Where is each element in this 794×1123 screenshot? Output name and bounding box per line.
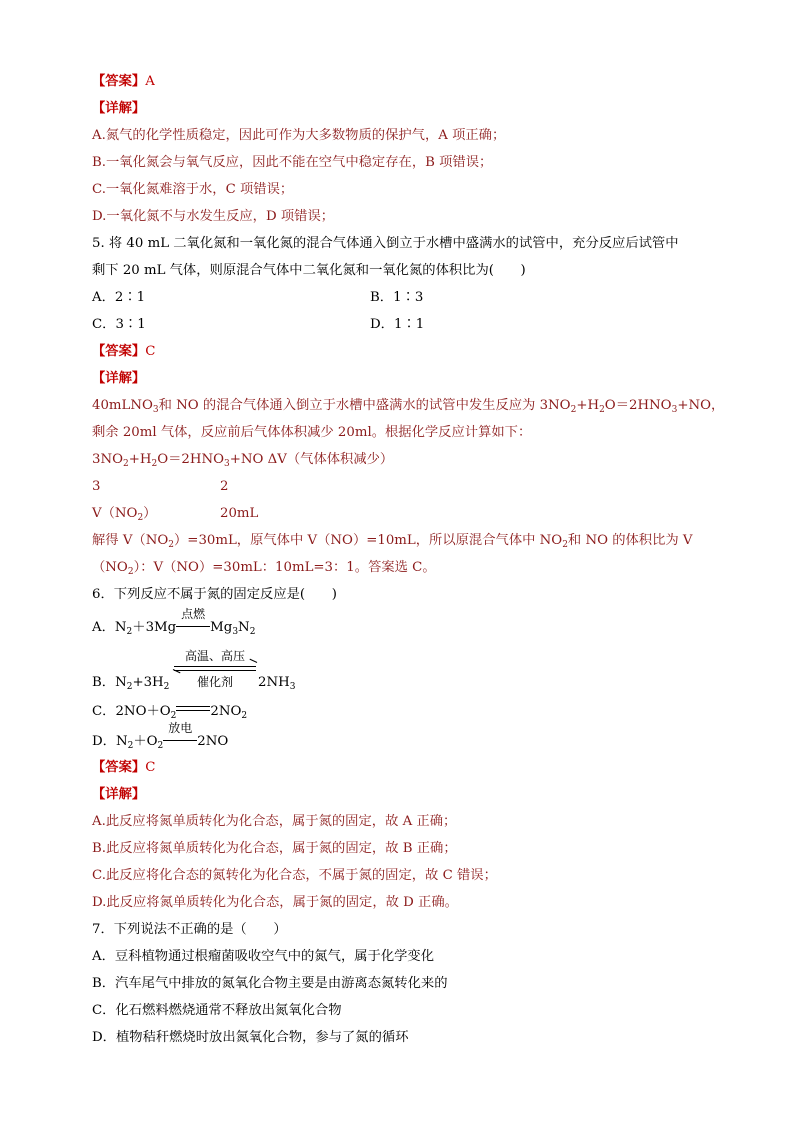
- calc-row: $V(NO_2)$ 20mL: [92, 506, 259, 523]
- explain-line: D.此反应将氮单质转化为化合态，属于氮的固定，故 D 正确。: [92, 895, 458, 910]
- option-a: A．2∶1: [92, 290, 146, 305]
- answer-label: 【答案】C: [92, 760, 156, 775]
- explain-line: A.氮气的化学性质稳定，因此可作为大多数物质的保护气，A 项正确；: [92, 128, 506, 143]
- condition-label: 高温、高压: [184, 649, 245, 663]
- explain-line: C.一氧化氮难溶于水，C 项错误；: [92, 182, 294, 197]
- detail-label: 【详解】: [92, 101, 146, 116]
- solve-line: 解得 $V(NO_2)=30mL$，原气体中 V（NO）=10mL，所以原混合气体中 $NO_2$和 NO 的体积比为 V: [92, 533, 693, 550]
- option-c: C．$2NO+O_2$ $2NO_2$: [92, 704, 248, 721]
- option-row: [92, 289, 712, 307]
- explain-line: B.此反应将氮单质转化为化合态，属于氮的固定，故 B 正确；: [92, 841, 457, 856]
- answer-label: 【答案】C: [92, 344, 156, 359]
- option-row: [92, 316, 712, 334]
- option-d: D．植物秸秆燃烧时放出氮氧化合物，参与了氮的循环: [92, 1030, 409, 1045]
- detail-label: 【详解】: [92, 371, 146, 386]
- option-d: D．$N_2+O_2$ 放电 2NO: [92, 721, 229, 751]
- explain-line: 40mLNO$_3$和 NO 的混合气体通入倒立于水槽中盛满水的试管中发生反应为 $3NO_2+H_2O=2HNO_3+NO$，: [92, 398, 725, 415]
- explain-line: 剩余 20ml 气体，反应前后气体体积减少 20ml。根据化学反应计算如下：: [92, 425, 532, 440]
- option-c: C．化石燃料燃烧通常不释放出氮氧化合物: [92, 1003, 342, 1018]
- explain-line: A.此反应将氮单质转化为化合态，属于氮的固定，故 A 正确；: [92, 814, 457, 829]
- answer-value: C: [145, 760, 156, 775]
- option-a: A．$N_2+3Mg$ 点燃 $Mg_3N_2$: [92, 607, 256, 637]
- question-stem: 剩下 20 mL 气体，则原混合气体中二氧化氮和一氧化氮的体积比为( ): [92, 263, 526, 278]
- explain-line: C.此反应将化合态的氮转化为化合态，不属于氮的固定，故 C 错误；: [92, 868, 497, 883]
- solve-line: $(NO_2)$：V（NO）=30mL：10mL=3：1。答案选 C。: [92, 560, 436, 577]
- explain-line: D.一氧化氮不与水发生反应，D 项错误；: [92, 209, 335, 224]
- option-b: B．$N_2+3H_2$ $2NH_3$: [92, 675, 296, 692]
- answer-value: A: [145, 74, 155, 89]
- question-stem: 6．下列反应不属于氮的固定反应是( ): [92, 587, 337, 602]
- detail-label: 【详解】: [92, 787, 146, 802]
- option-b: B．1∶3: [370, 290, 424, 305]
- condition-label: 催化剂: [196, 675, 233, 689]
- explain-line: B.一氧化氮会与氧气反应，因此不能在空气中稳定存在，B 项错误；: [92, 155, 493, 170]
- calc-row: 3 2: [92, 479, 229, 494]
- answer-label: 【答案】A: [92, 74, 155, 89]
- question-stem: 7．下列说法不正确的是（ ）: [92, 922, 287, 937]
- option-d: D．1∶1: [370, 317, 425, 332]
- reaction-equation: $3NO_2+H_2O=2HNO_3+NO$ ΔV（气体体积减少）: [92, 452, 394, 469]
- condition-label: 点燃: [181, 607, 206, 621]
- condition-label: 放电: [168, 721, 193, 735]
- question-stem: 5. 将 40 mL 二氧化氮和一氧化氮的混合气体通入倒立于水槽中盛满水的试管中，充分反应后试管中: [92, 236, 679, 251]
- option-a: A．豆科植物通过根瘤菌吸收空气中的氮气，属于化学变化: [92, 949, 435, 964]
- answer-value: C: [145, 344, 156, 359]
- option-b: B．汽车尾气中排放的氮氧化合物主要是由游离态氮转化来的: [92, 976, 448, 991]
- option-c: C．3∶1: [92, 317, 146, 332]
